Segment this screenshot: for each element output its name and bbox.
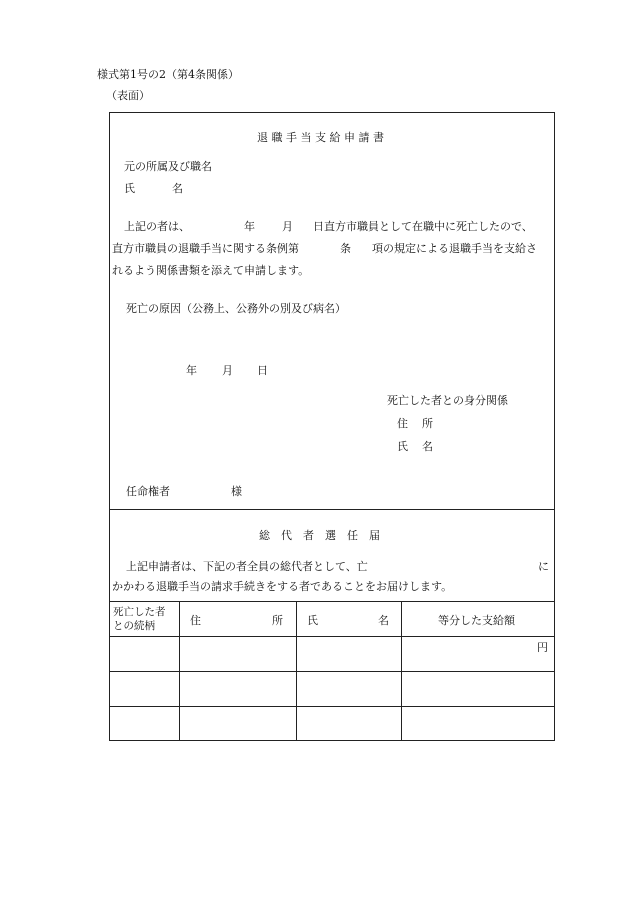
table-row-border [109,671,555,672]
form-side-label: （表面） [106,89,150,102]
table-header-address-first: 住 [190,614,201,627]
body-line3: れるよう関係書類を添えて申請します。 [112,264,310,277]
address-label-first-char: 住 [397,417,408,430]
application-title: 退 職 手 当 支 給 申 請 書 [257,131,384,144]
table-top-border [109,601,555,602]
representative-title: 総 代 者 選 任 届 [259,529,380,542]
relationship-label: 死亡した者との身分関係 [387,394,508,407]
honorific: 様 [231,485,242,498]
body-line1-month: 月 [282,220,293,233]
form-frame [109,112,555,741]
applicant-name-label-second-char: 名 [422,440,433,453]
body-line1-prefix: 上記の者は、 [124,220,190,233]
name-label-second-char: 名 [172,182,183,195]
name-label-first-char: 氏 [124,182,135,195]
body-line1-year: 年 [244,220,255,233]
date-month: 月 [222,364,233,377]
former-affiliation-label: 元の所属及び職名 [124,160,212,173]
table-header-name-second: 名 [378,614,389,627]
date-day: 日 [257,364,268,377]
table-row-border [109,706,555,707]
body-line1-suffix: 日直方市職員として在職中に死亡したので、 [313,220,533,233]
cause-of-death-label: 死亡の原因（公務上、公務外の別及び病名） [126,302,346,315]
table-column-border [401,601,402,741]
applicant-name-label-first-char: 氏 [397,440,408,453]
table-column-border [179,601,180,741]
table-header-name-first: 氏 [307,614,318,627]
representative-line2: かかわる退職手当の請求手続きをする者であることをお届けします。 [112,580,453,593]
body-line2-suffix: 項の規定による退職手当を支給さ [372,242,537,255]
yen-unit: 円 [537,641,548,654]
representative-line1-suffix: に [538,560,549,573]
address-label-second-char: 所 [422,417,433,430]
body-line2-prefix: 直方市職員の退職手当に関する条例第 [112,242,299,255]
representative-line1-prefix: 上記申請者は、下記の者全員の総代者として、亡 [126,560,368,573]
date-year: 年 [186,364,197,377]
table-header-border [109,636,555,637]
body-line2-article: 条 [340,242,351,255]
form-number: 様式第1号の2（第4条関係） [97,68,239,81]
table-header-relationship-line1: 死亡した者 [113,606,166,618]
table-header-amount: 等分した支給額 [438,614,515,627]
table-header-relationship-line2: との続柄 [113,620,155,632]
table-column-border [296,601,297,741]
section-divider [109,509,555,510]
appointer-label: 任命権者 [126,485,170,498]
table-header-address-second: 所 [272,614,283,627]
